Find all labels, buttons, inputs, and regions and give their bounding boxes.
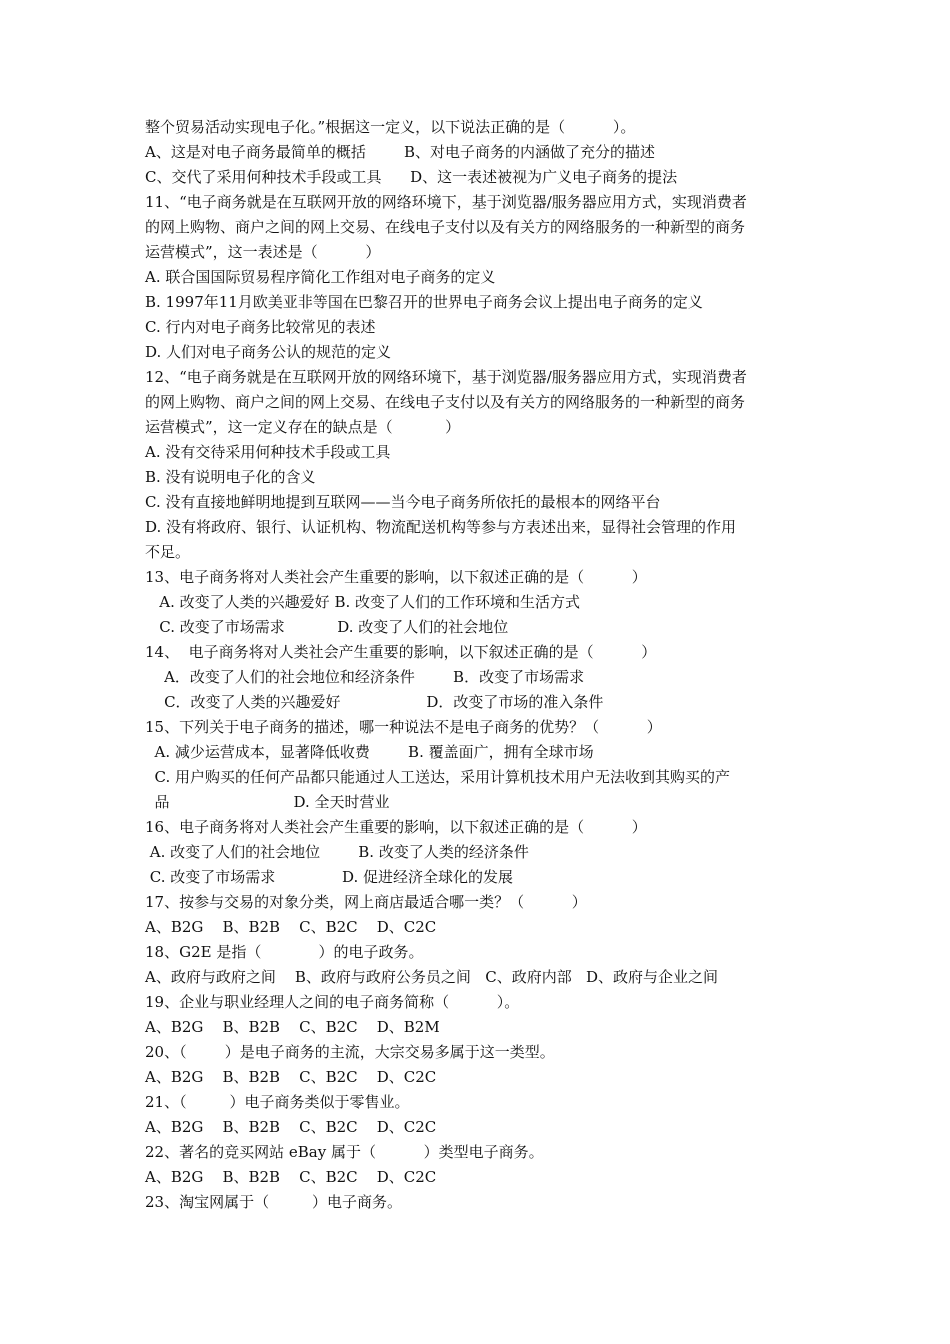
text-line: C．改变了人类的兴趣爱好 D．改变了市场的准入条件 [145, 693, 604, 711]
text-line: 11、“电子商务就是在互联网开放的网络环境下，基于浏览器/服务器应用方式，实现消费者 [145, 193, 747, 211]
text-line: 14、 电子商务将对人类社会产生重要的影响，以下叙述正确的是（ ） [145, 643, 657, 661]
text-line: 12、“电子商务就是在互联网开放的网络环境下，基于浏览器/服务器应用方式，实现消费者 [145, 368, 747, 386]
text-line: A、B2G B、B2B C、B2C D、C2C [145, 1168, 437, 1186]
text-line: 23、淘宝网属于（ ）电子商务。 [145, 1193, 403, 1211]
text-line: 22、著名的竞买网站 eBay 属于（ ）类型电子商务。 [145, 1143, 544, 1161]
text-line: C. 行内对电子商务比较常见的表述 [145, 318, 376, 336]
text-line: 19、企业与职业经理人之间的电子商务简称（ ）。 [145, 993, 520, 1011]
text-line: 不足。 [145, 543, 191, 561]
text-line: A、B2G B、B2B C、B2C D、C2C [145, 1068, 437, 1086]
text-line: 的网上购物、商户之间的网上交易、在线电子支付以及有关方的网络服务的一种新型的商务 [145, 393, 746, 411]
text-line: 整个贸易活动实现电子化。”根据这一定义，以下说法正确的是（ ）。 [145, 118, 636, 136]
text-line: A. 减少运营成本，显著降低收费 B. 覆盖面广，拥有全球市场 [145, 743, 594, 761]
text-line: A、这是对电子商务最简单的概括 B、对电子商务的内涵做了充分的描述 [145, 143, 656, 161]
text-line: 20、（ ）是电子商务的主流，大宗交易多属于这一类型。 [145, 1043, 555, 1061]
text-line: 21、（ ）电子商务类似于零售业。 [145, 1093, 410, 1111]
text-line: 运营模式”，这一定义存在的缺点是（ ） [145, 418, 461, 436]
text-line: C. 改变了市场需求 D. 促进经济全球化的发展 [145, 868, 514, 886]
text-line: C. 改变了市场需求 D. 改变了人们的社会地位 [145, 618, 509, 636]
text-line: A、B2G B、B2B C、B2C D、B2M [145, 1018, 440, 1036]
text-line: 的网上购物、商户之间的网上交易、在线电子支付以及有关方的网络服务的一种新型的商务 [145, 218, 746, 236]
text-line: B. 没有说明电子化的含义 [145, 468, 316, 486]
text-line: 13、电子商务将对人类社会产生重要的影响，以下叙述正确的是（ ） [145, 568, 647, 586]
text-line: A、B2G B、B2B C、B2C D、C2C [145, 1118, 437, 1136]
text-line: A、B2G B、B2B C、B2C D、C2C [145, 918, 437, 936]
text-line: A．改变了人们的社会地位和经济条件 B．改变了市场需求 [145, 668, 585, 686]
text-line: A、政府与政府之间 B、政府与政府公务员之间 C、政府内部 D、政府与企业之间 [145, 968, 719, 986]
text-line: 品 D. 全天时营业 [145, 793, 390, 811]
text-line: B. 1997年11月欧美亚非等国在巴黎召开的世界电子商务会议上提出电子商务的定义 [145, 293, 703, 311]
text-line: 18、G2E 是指（ ）的电子政务。 [145, 943, 424, 961]
text-line: 15、下列关于电子商务的描述，哪一种说法不是电子商务的优势？（ ） [145, 718, 662, 736]
text-line: A. 改变了人们的社会地位 B. 改变了人类的经济条件 [145, 843, 529, 861]
text-line: D. 人们对电子商务公认的规范的定义 [145, 343, 392, 361]
text-line: A. 联合国国际贸易程序简化工作组对电子商务的定义 [145, 268, 496, 286]
text-line: 17、按参与交易的对象分类，网上商店最适合哪一类？（ ） [145, 893, 587, 911]
text-line: 运营模式”，这一表述是（ ） [145, 243, 381, 261]
text-line: C. 没有直接地鲜明地提到互联网——当今电子商务所依托的最根本的网络平台 [145, 493, 661, 511]
text-line: C、交代了采用何种技术手段或工具 D、这一表述被视为广义电子商务的提法 [145, 168, 678, 186]
text-line: A. 没有交待采用何种技术手段或工具 [145, 443, 391, 461]
text-line: 16、电子商务将对人类社会产生重要的影响，以下叙述正确的是（ ） [145, 818, 647, 836]
text-line: C. 用户购买的任何产品都只能通过人工送达，采用计算机技术用户无法收到其购买的产 [145, 768, 731, 786]
text-line: A. 改变了人类的兴趣爱好 B. 改变了人们的工作环境和生活方式 [145, 593, 581, 611]
text-line: D. 没有将政府、银行、认证机构、物流配送机构等参与方表述出来，显得社会管理的作用 [145, 518, 737, 536]
